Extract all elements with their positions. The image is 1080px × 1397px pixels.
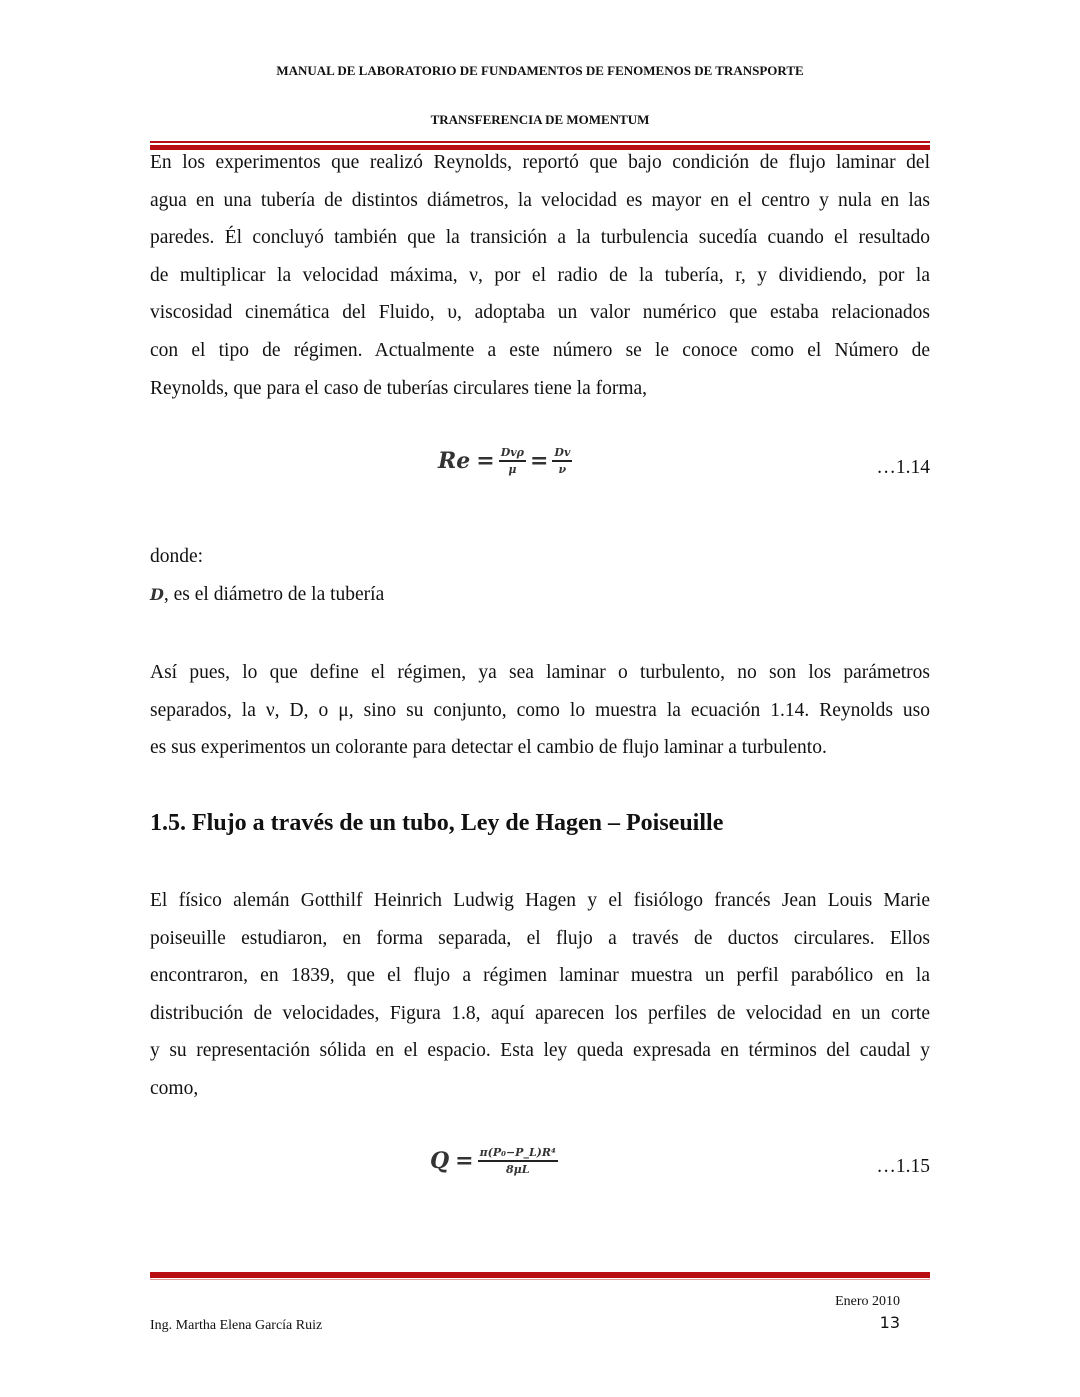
paragraph-2 bbox=[150, 654, 930, 767]
text-line: viscosidad cinemática del Fluido, υ, adoptaba un valor numérico que estaba relacionados bbox=[150, 302, 930, 324]
equation-reynolds: Re = $\frac{\text{Dvρ}}{\mu}$ = $\frac{Dv}{\nu}$ bbox=[438, 446, 571, 476]
text-line: de multiplicar la velocidad máxima, ν, por el radio de la tubería, r, y dividiendo, por la bbox=[150, 264, 930, 286]
text-line: y su representación sólida en el espacio. Esta ley queda expresada en términos del caudal y bbox=[150, 1040, 930, 1062]
header-subtitle: TRANSFERENCIA DE MOMENTUM bbox=[430, 112, 650, 127]
numerator: π(P₀−P_L)R⁴ bbox=[478, 1146, 558, 1162]
text-line: agua en una tubería de distintos diámetros, la velocidad es mayor en el centro y nula en las bbox=[150, 189, 930, 211]
variable-definition bbox=[150, 584, 384, 606]
numerator: Dvρ bbox=[499, 446, 526, 462]
equation-number: …1.15 bbox=[876, 1156, 930, 1177]
d-description: , es el diámetro de la tubería bbox=[163, 584, 385, 605]
text-line: distribución de velocidades, Figura 1.8, aquí aparecen los perfiles de velocidad en un corte bbox=[150, 1002, 930, 1024]
page-number: 13 bbox=[879, 1313, 900, 1332]
denominator: μ bbox=[508, 463, 517, 476]
section-heading: 1.5. Flujo a través de un tubo, Ley de Hagen – Poiseuille bbox=[150, 810, 724, 836]
fraction bbox=[552, 446, 572, 476]
fraction bbox=[499, 446, 526, 476]
footer-rule bbox=[150, 1272, 930, 1280]
text-line: El físico alemán Gotthilf Heinrich Ludwig Hagen y el fisiólogo francés Jean Louis Marie bbox=[150, 890, 930, 911]
equation-number: …1.14 bbox=[876, 457, 930, 478]
text-line: con el tipo de régimen. Actualmente a este número se le conoce como el Número de bbox=[150, 339, 930, 361]
text-line: Así pues, lo que define el régimen, ya sea laminar o turbulento, no son los parámetros bbox=[150, 662, 930, 683]
text-line: Reynolds, que para el caso de tuberías circulares tiene la forma, bbox=[150, 377, 648, 399]
numerator: Dv bbox=[552, 446, 572, 462]
equation-hagen-poiseuille bbox=[430, 1146, 562, 1176]
text-line: poiseuille estudiaron, en forma separada, el flujo a través de ductos circulares. Ellos bbox=[150, 927, 930, 949]
d-symbol: D bbox=[150, 585, 164, 604]
paragraph-1 bbox=[150, 144, 930, 407]
paragraph-3 bbox=[150, 882, 930, 1108]
denominator: 8μL bbox=[506, 1163, 530, 1176]
text-line: es sus experimentos un colorante para detectar el cambio de flujo laminar a turbulento. bbox=[150, 737, 827, 759]
text-line: En los experimentos que realizó Reynolds, reportó que bajo condición de flujo laminar del bbox=[150, 152, 930, 173]
header-title: MANUAL DE LABORATORIO DE FUNDAMENTOS DE FENOMENOS DE TRANSPORTE bbox=[276, 63, 804, 78]
eq-equals: = bbox=[455, 1148, 474, 1174]
text-line: encontraron, en 1839, que el flujo a régimen laminar muestra un perfil parabólico en la bbox=[150, 965, 930, 987]
denominator: ν bbox=[558, 463, 567, 476]
text-line: separados, la ν, D, o μ, sino su conjunto, como lo muestra la ecuación 1.14. Reynolds uso bbox=[150, 699, 930, 721]
footer-author: Ing. Martha Elena García Ruiz bbox=[150, 1318, 323, 1333]
eq-lhs: Q bbox=[430, 1148, 450, 1174]
text-line: como, bbox=[150, 1077, 199, 1099]
eq-lhs: Re bbox=[438, 448, 471, 474]
eq-equals: = bbox=[476, 448, 495, 474]
fraction bbox=[478, 1146, 558, 1176]
text-line: paredes. Él concluyó también que la transición a la turbulencia sucedía cuando el resultado bbox=[150, 227, 930, 249]
donde-label: donde: bbox=[150, 546, 204, 567]
footer-date: Enero 2010 bbox=[835, 1294, 900, 1309]
